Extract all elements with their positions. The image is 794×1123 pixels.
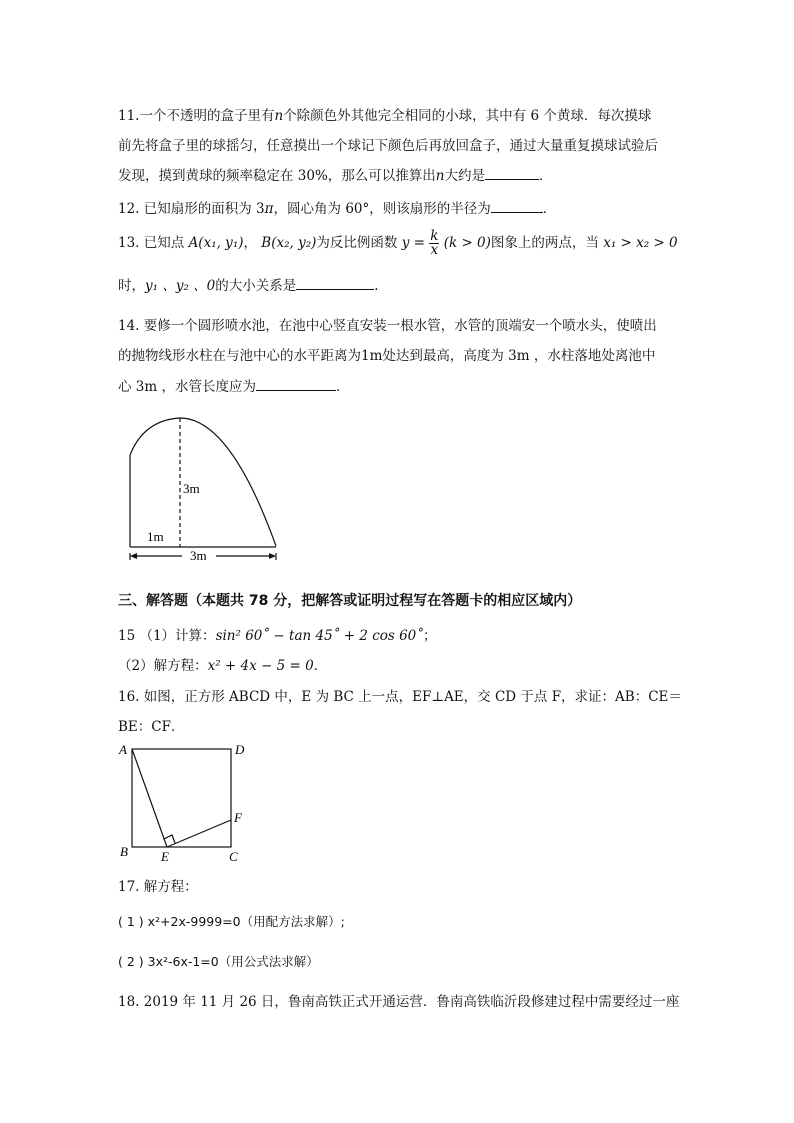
q11-line1: 11.一个不透明的盒子里有n个除颜色外其他完全相同的小球，其中有 6 个黄球．每次摸球 bbox=[118, 108, 652, 124]
q12-line: 12. 已知扇形的面积为 3π，圆心角为 60°，则该扇形的半径为 ． bbox=[118, 201, 557, 217]
square-abcd bbox=[132, 749, 231, 847]
answer-blank[interactable] bbox=[491, 211, 543, 213]
q17-title: 17. 解方程： bbox=[118, 879, 198, 895]
q14-line2: 的抛物线形水柱在与池中心的水平距离为1m处达到最高，高度为 3m ，水柱落地处离池中 bbox=[118, 348, 656, 364]
q11-line2: 前先将盒子里的球摇匀，任意摸出一个球记下颜色后再放回盒子，通过大量重复摸球试验后 bbox=[118, 138, 658, 154]
label-a: A bbox=[119, 742, 127, 757]
answer-blank[interactable] bbox=[256, 389, 336, 391]
q15-line2: （2）解方程：x² + 4x − 5 = 0． bbox=[118, 658, 328, 674]
q13-line2: 时，y₁ 、y₂ 、0的大小关系是 . bbox=[118, 278, 379, 294]
q13-line1: 13. 已知点 A(x₁, y₁)， B(x₂, y₂)为反比例函数 y = $\frac{k}{x}$ (k > 0)图象上的两点，当 x₁ > x₂ > 0 bbox=[118, 228, 678, 258]
label-c: C bbox=[229, 849, 238, 864]
fountain-figure bbox=[120, 410, 290, 570]
q17-part1: ( 1 ) x²+2x-9999=0（用配方法求解）; bbox=[118, 914, 345, 929]
label-e: E bbox=[161, 849, 169, 864]
water-parabola bbox=[130, 418, 276, 546]
q18-line1: 18. 2019 年 11 月 26 日，鲁南高铁正式开通运营．鲁南高铁临沂段修建过程中需要经过一座 bbox=[118, 994, 680, 1010]
arrow-right-icon bbox=[269, 553, 276, 559]
q16-line1: 16. 如图，正方形 ABCD 中，E 为 BC 上一点，EF⊥AE，交 CD 于点 F，求证：AB：CE＝ bbox=[118, 689, 682, 705]
q17-part2: ( 2 ) 3x²-6x-1=0（用公式法求解） bbox=[118, 954, 319, 969]
square-figure bbox=[115, 738, 255, 866]
q14-line1: 14. 要修一个圆形喷水池，在池中心竖直安装一根水管，水管的顶端安一个喷水头，使喷出 bbox=[118, 318, 657, 334]
label-1m: 1m bbox=[147, 529, 164, 544]
segment-ae bbox=[132, 749, 167, 847]
arrow-left-icon bbox=[130, 553, 137, 559]
q15-line1: 15 （1）计算：sin² 60˚ − tan 45˚ + 2 cos 60˚； bbox=[118, 628, 437, 644]
q16-line2: BE：CF． bbox=[118, 719, 185, 735]
label-d: D bbox=[235, 742, 245, 757]
fraction-k-over-x: $\frac{k}{x}$ bbox=[430, 228, 439, 258]
segment-ef bbox=[167, 820, 231, 847]
answer-blank[interactable] bbox=[296, 288, 374, 290]
section-title: 三、解答题（本题共 78 分，把解答或证明过程写在答题卡的相应区域内） bbox=[118, 593, 582, 609]
label-height: 3m bbox=[183, 481, 200, 496]
label-3m: 3m bbox=[190, 548, 207, 563]
answer-blank[interactable] bbox=[485, 178, 539, 180]
q14-line3: 心 3m ，水管长度应为 ． bbox=[118, 379, 350, 395]
label-b: B bbox=[120, 844, 128, 859]
q11-line3: 发现，摸到黄球的频率稳定在 30%，那么可以推算出n大约是 ． bbox=[118, 168, 553, 184]
label-f: F bbox=[234, 810, 242, 825]
